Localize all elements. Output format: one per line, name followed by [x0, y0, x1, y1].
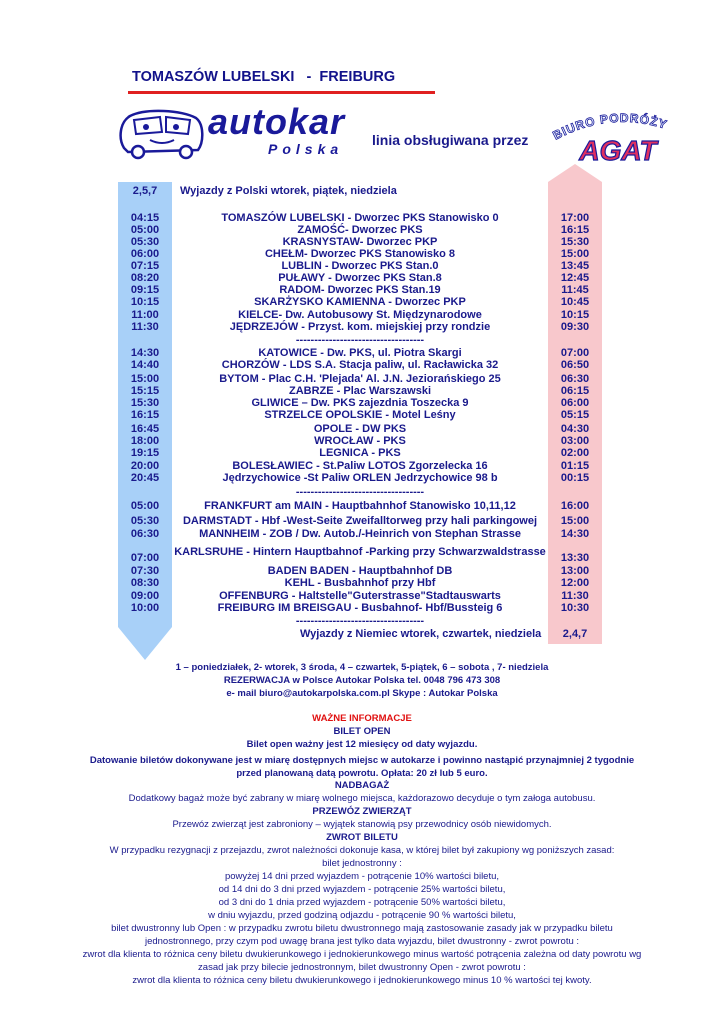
baggage-heading: NADBAGAŻ: [334, 780, 390, 791]
row-stop: ZAMOŚĆ- Dworzec PKS: [297, 224, 423, 236]
row-stop: OFFENBURG - Haltstelle"Guterstrasse"Stadtauswarts: [219, 590, 501, 602]
row-outbound-time: 06:30: [130, 528, 160, 540]
row-stop: -----------------------------------: [295, 615, 425, 627]
row-stop: LEGNICA - PKS: [319, 447, 401, 459]
row-outbound-time: 10:15: [130, 296, 160, 308]
row-outbound-time: 09:15: [130, 284, 160, 296]
refund-line: w dniu wyjazdu, przed godziną odjazdu - potrącenie 90 % wartości biletu,: [208, 910, 516, 921]
agat-logo: [538, 108, 698, 168]
row-stop: TOMASZÓW LUBELSKI - Dworzec PKS Stanowisko 0: [221, 212, 499, 224]
row-stop: WROCŁAW - PKS: [314, 435, 406, 447]
row-return-time: 17:00: [560, 212, 590, 224]
row-outbound-time: 20:00: [130, 460, 160, 472]
refund-line: zwrot dla klienta to różnica ceny biletu dwukierunkowego i jednokierunkowego minus wartość potrącenia zależna od daty powrotu wg: [82, 949, 642, 960]
dating-text-2: przed planowaną datą powrotu. Opłata: 20 zł lub 5 euro.: [236, 768, 488, 779]
days-legend: 1 – poniedziałek, 2- wtorek, 3 środa, 4 – czwartek, 5-piątek, 6 – sobota , 7- niedziela: [175, 662, 549, 673]
row-return-time: 04:30: [560, 423, 590, 435]
row-return-time: 10:45: [560, 296, 590, 308]
row-stop: CHEŁM- Dworzec PKS Stanowisko 8: [264, 248, 456, 260]
row-outbound-time: 05:00: [130, 500, 160, 512]
row-return-time: 13:45: [560, 260, 590, 272]
open-text: Bilet open ważny jest 12 miesięcy od daty wyjazdu.: [246, 739, 478, 750]
row-return-time: 14:30: [560, 528, 590, 540]
row-stop: ZABRZE - Plac Warszawski: [288, 385, 432, 397]
row-outbound-time: 05:30: [130, 236, 160, 248]
row-return-time: 06:15: [560, 385, 590, 397]
row-stop: FREIBURG IM BREISGAU - Busbahnof- Hbf/Bussteig 6: [217, 602, 503, 614]
agat-name: AGAT: [579, 135, 657, 166]
row-stop: OPOLE - DW PKS: [313, 423, 407, 435]
refund-line: od 14 dni do 3 dni przed wyjazdem - potrącenie 25% wartości biletu,: [218, 884, 506, 895]
row-stop: -----------------------------------: [295, 486, 425, 498]
row-stop: PUŁAWY - Dworzec PKS Stan.8: [278, 272, 442, 284]
row-return-time: 16:15: [560, 224, 590, 236]
row-stop: RADOM- Dworzec PKS Stan.19: [279, 284, 441, 296]
row-stop: KARLSRUHE - Hintern Hauptbahnof -Parking przy Schwarzwaldstrasse: [174, 546, 546, 558]
row-return-time: 13:30: [560, 552, 590, 564]
row-return-time: 09:30: [560, 321, 590, 333]
row-stop: SKARŻYSKO KAMIENNA - Dworzec PKP: [254, 296, 466, 308]
outbound-label: Wyjazdy z Polski wtorek, piątek, niedziela: [180, 185, 397, 197]
row-return-time: 02:00: [560, 447, 590, 459]
row-outbound-time: 18:00: [130, 435, 160, 447]
row-stop: STRZELCE OPOLSKIE - Motel Leśny: [264, 409, 456, 421]
row-outbound-time: 05:00: [130, 224, 160, 236]
row-outbound-time: 15:00: [130, 373, 160, 385]
row-outbound-time: 14:30: [130, 347, 160, 359]
row-outbound-time: 15:30: [130, 397, 160, 409]
row-return-time: 15:00: [560, 515, 590, 527]
row-return-time: 16:00: [560, 500, 590, 512]
row-stop: KRASNYSTAW- Dworzec PKP: [282, 236, 438, 248]
refund-line: bilet dwustronny lub Open : w przypadku zwrotu biletu dwustronnego mają zastosowanie zasady jak w przypadku biletu: [111, 923, 613, 934]
refund-line: zwrot dla klienta to różnica ceny biletu dwukierunkowego i jednokierunkowego minus 10 % wartości tej kwoty.: [132, 975, 592, 986]
row-return-time: 00:15: [560, 472, 590, 484]
refund-line: od 3 dni do 1 dnia przed wyjazdem - potrącenie 50% wartości biletu,: [218, 897, 506, 908]
brand-subtitle: Polska: [268, 141, 344, 157]
row-return-time: 12:45: [560, 272, 590, 284]
row-stop: KEHL - Busbahnhof przy Hbf: [284, 577, 436, 589]
refund-heading: ZWROT BILETU: [326, 832, 398, 843]
refund-line: jednostronnego, przy czym pod uwagę brana jest tylko data wyjazdu, bilet dwustronny - zwrot powrotu :: [144, 936, 580, 947]
row-stop: GLIWICE – Dw. PKS zajezdnia Toszecka 9: [251, 397, 469, 409]
baggage-text: Dodatkowy bagaż może być zabrany w miarę wolnego miejsca, każdorazowo decyduje o tym załoga autobusu.: [128, 793, 596, 804]
row-stop: Jędrzychowice -St Paliw ORLEN Jedrzychowice 98 b: [222, 472, 498, 484]
row-outbound-time: 16:15: [130, 409, 160, 421]
row-return-time: 11:45: [561, 284, 589, 296]
row-return-time: 15:30: [560, 236, 590, 248]
row-return-time: 10:15: [560, 309, 590, 321]
title-rule: [128, 91, 435, 94]
row-outbound-time: 20:45: [130, 472, 160, 484]
row-return-time: 05:15: [560, 409, 590, 421]
row-outbound-time: 19:15: [130, 447, 160, 459]
refund-line: zasad jak przy bilecie jednostronnym, bilet dwustronny Open - zwrot powrotu :: [198, 962, 526, 973]
row-stop: MANNHEIM - ZOB / Dw. Autob./-Heinrich von Stephan Strasse: [199, 528, 521, 540]
row-outbound-time: 09:00: [130, 590, 160, 602]
reservation-info: REZERWACJA w Polsce Autokar Polska tel. 0048 796 473 308: [223, 675, 501, 686]
row-return-time: 13:00: [560, 565, 590, 577]
days-back: 2,4,7: [562, 628, 588, 640]
agat-arc-text: BIURO PODRÓŻY: [550, 110, 670, 143]
row-stop: LUBLIN - Dworzec PKS Stan.0: [281, 260, 439, 272]
animals-text: Przewóz zwierząt jest zabroniony – wyjątek stanowią psy przewodnicy osób niewidomych.: [172, 819, 552, 830]
row-return-time: 10:30: [560, 602, 590, 614]
row-stop: KATOWICE - Dw. PKS, ul. Piotra Skargi: [258, 347, 462, 359]
row-outbound-time: 08:20: [130, 272, 160, 284]
days-out: 2,5,7: [132, 185, 158, 197]
row-stop: BYTOM - Plac C.H. 'Plejada' Al. J.N. Jeziorańskiego 25: [219, 373, 501, 385]
row-outbound-time: 05:30: [130, 515, 160, 527]
row-stop: BADEN BADEN - Hauptbahnhof DB: [267, 565, 453, 577]
row-return-time: 03:00: [560, 435, 590, 447]
important-heading: WAŻNE INFORMACJE: [312, 713, 412, 724]
row-outbound-time: 10:00: [130, 602, 160, 614]
row-stop: -----------------------------------: [295, 334, 425, 346]
row-stop: DARMSTADT - Hbf -West-Seite Zweifalltorweg przy hali parkingowej: [182, 515, 538, 527]
row-stop: CHORZÓW - LDS S.A. Stacja paliw, ul. Racławicka 32: [221, 359, 499, 371]
row-outbound-time: 08:30: [130, 577, 160, 589]
return-label: Wyjazdy z Niemiec wtorek, czwartek, niedziela: [300, 628, 542, 640]
row-outbound-time: 04:15: [130, 212, 160, 224]
bus-logo-icon: [116, 108, 206, 160]
row-return-time: 15:00: [560, 248, 590, 260]
dating-text-1: Datowanie biletów dokonywane jest w miarę dostępnych miejsc w autokarze i powinno nastąpić przynajmniej 2 tygodnie: [89, 755, 635, 766]
row-outbound-time: 07:30: [130, 565, 160, 577]
row-return-time: 01:15: [560, 460, 590, 472]
row-stop: KIELCE- Dw. Autobusowy St. Międzynarodowe: [238, 309, 482, 321]
row-outbound-time: 06:00: [130, 248, 160, 260]
row-stop: BOLESŁAWIEC - St.Paliw LOTOS Zgorzelecka 16: [232, 460, 488, 472]
refund-line: powyżej 14 dni przed wyjazdem - potrącenie 10% wartości biletu,: [224, 871, 500, 882]
row-stop: FRANKFURT am MAIN - Hauptbahnhof Stanowisko 10,11,12: [204, 500, 516, 512]
contact-info: e- mail biuro@autokarpolska.com.pl Skype : Autokar Polska: [226, 688, 498, 699]
row-outbound-time: 16:45: [130, 423, 160, 435]
row-return-time: 12:00: [560, 577, 590, 589]
row-return-time: 06:00: [560, 397, 590, 409]
brand-name: autokar: [208, 101, 346, 142]
brand-tagline: linia obsługiwana przez: [372, 132, 529, 148]
row-return-time: 07:00: [560, 347, 590, 359]
row-outbound-time: 07:00: [130, 552, 160, 564]
row-outbound-time: 14:40: [130, 359, 160, 371]
row-return-time: 11:30: [561, 590, 589, 602]
row-outbound-time: 11:30: [131, 321, 159, 333]
open-heading: BILET OPEN: [333, 726, 391, 737]
row-return-time: 06:30: [560, 373, 590, 385]
row-stop: JĘDRZEJÓW - Przyst. kom. miejskiej przy rondzie: [229, 321, 491, 333]
row-return-time: 06:50: [560, 359, 590, 371]
row-outbound-time: 07:15: [130, 260, 160, 272]
animals-heading: PRZEWÓZ ZWIERZĄT: [312, 806, 412, 817]
refund-line: W przypadku rezygnacji z przejazdu, zwrot należności dokonuje kasa, w której bilet był zakupiony wg poniższych zasad:: [109, 845, 615, 856]
route-title: TOMASZÓW LUBELSKI - FREIBURG: [132, 69, 396, 85]
row-outbound-time: 11:00: [131, 309, 159, 321]
refund-line: bilet jednostronny :: [322, 858, 402, 869]
row-outbound-time: 15:15: [130, 385, 160, 397]
